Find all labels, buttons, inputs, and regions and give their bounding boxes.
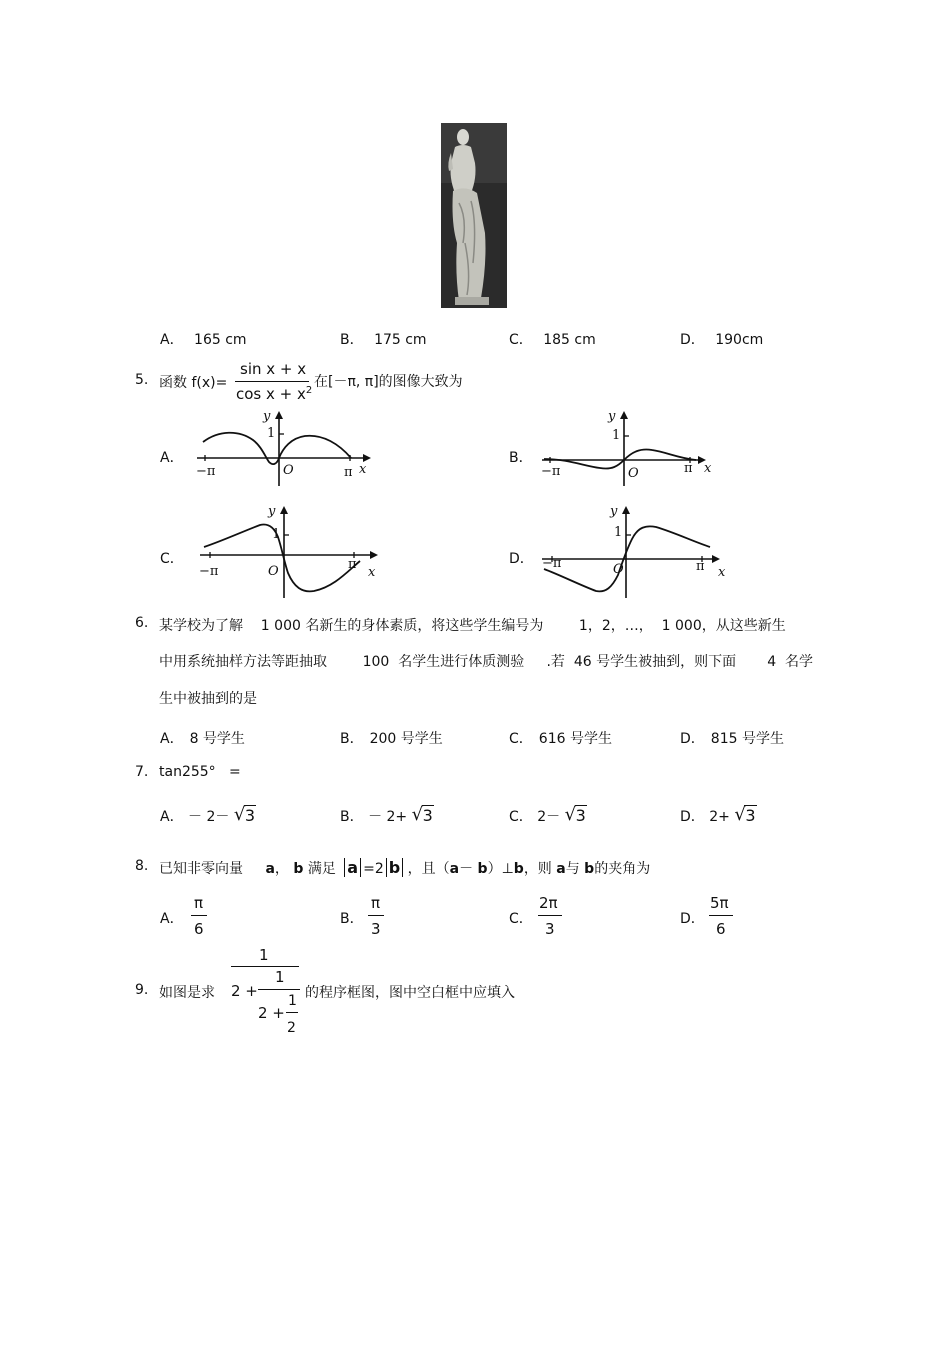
q8-option-d-key: D． [680, 911, 705, 927]
q9-inner-numerator: 1 [275, 968, 285, 986]
q5-fraction-numerator: sin x + x [240, 360, 307, 378]
q4-option-d [680, 329, 763, 349]
axis-label-x: x [718, 565, 726, 580]
q5-lead: 函数 f(x)= [159, 375, 228, 391]
with-b: b [584, 861, 595, 877]
q8-option-d-den: 6 [716, 920, 726, 938]
fraction-bar [286, 1012, 298, 1013]
fraction-bar [235, 381, 309, 382]
radicand: 3 [575, 806, 586, 825]
q5-option-c-key: C． [160, 551, 184, 567]
q8-mid: ，且（ [407, 861, 450, 877]
option-text: 200 号学生 [369, 731, 443, 747]
option-key: A． [160, 332, 184, 348]
q8-option-c-key: C． [509, 911, 533, 927]
option-text: 165 cm [194, 332, 247, 348]
q6-option-b [340, 728, 443, 748]
option-key: C． [509, 332, 533, 348]
tick-label-pi: π [696, 559, 705, 574]
sqrt-expression [734, 806, 756, 825]
option-prefix: － 2－ [188, 809, 230, 825]
q6-option-a [160, 728, 245, 748]
fraction-bar [191, 915, 207, 916]
axis-label-x: x [359, 462, 367, 477]
q9-two-plus: 2 + [231, 982, 258, 1000]
radicand: 3 [745, 806, 756, 825]
q8-option-a-num: π [194, 894, 204, 912]
q5-graph-b [540, 408, 720, 486]
option-text: 190cm [715, 332, 764, 348]
q7-number: 7. [135, 764, 149, 780]
option-text: 185 cm [543, 332, 596, 348]
q5-number: 5. [135, 372, 149, 388]
option-key: C． [509, 731, 533, 747]
abs-expression [344, 858, 407, 877]
q6-number: 6. [135, 615, 149, 631]
q8-lead: 已知非零向量 [159, 861, 243, 877]
amb-b: b [477, 861, 488, 877]
q5-graph-d [540, 503, 730, 598]
fraction-bar [538, 915, 562, 916]
perp-b: b [513, 861, 524, 877]
q5-tail: 在[－π, π]的图像大致为 [314, 374, 463, 390]
abs-a: a [344, 858, 361, 877]
option-key: B． [340, 731, 364, 747]
radicand: 3 [244, 806, 256, 825]
tick-label-1: 1 [614, 525, 623, 540]
abs-equals: =2 [363, 861, 384, 877]
q6-line-3: 生中被抽到的是 [159, 691, 257, 707]
abs-b: b [386, 858, 403, 877]
q6-option-d [680, 728, 784, 748]
q8-option-b-den: 3 [371, 920, 381, 938]
q8-option-b-key: B． [340, 911, 364, 927]
origin-label: O [613, 562, 624, 577]
q7-option-d [680, 806, 757, 826]
fraction-bar [258, 989, 300, 990]
radical-sign: √ [734, 804, 746, 825]
q9-top-numerator: 1 [259, 946, 269, 964]
fraction-bar [231, 966, 299, 967]
option-key: B． [340, 332, 364, 348]
amb-a: a [449, 861, 460, 877]
axis-label-y: y [608, 409, 616, 424]
q4-option-b [340, 329, 427, 349]
q8-stem [159, 858, 650, 878]
q5-fraction-denominator [236, 385, 312, 403]
axis-label-y: y [268, 504, 276, 519]
axis-label-y: y [610, 504, 618, 519]
tick-label-neg-pi: −π [541, 464, 561, 479]
q8-cond: 满足 [307, 861, 336, 877]
amb-minus: － [459, 861, 474, 877]
q8-option-d-num: 5π [710, 894, 729, 912]
with-text: 与 [565, 861, 580, 877]
axis-label-x: x [704, 461, 712, 476]
tick-label-1: 1 [267, 426, 276, 441]
q9-lead: 如图是求 [159, 985, 215, 1001]
q8-option-c-den: 3 [545, 920, 555, 938]
origin-label: O [628, 466, 639, 481]
q7-option-c [509, 806, 587, 826]
tick-label-pi: π [684, 461, 693, 476]
option-key: B． [340, 809, 364, 825]
radical-sign: √ [564, 804, 577, 825]
tick-label-neg-pi: −π [196, 464, 216, 479]
q8-option-a-den: 6 [194, 920, 204, 938]
option-prefix: 2－ [537, 809, 561, 825]
then-a: a [556, 861, 566, 877]
comma: ， [274, 861, 289, 877]
origin-label: O [283, 463, 294, 478]
radical-sign: √ [411, 804, 424, 825]
origin-label: O [268, 564, 279, 579]
q4-option-a [160, 329, 247, 349]
angle-text: 的夹角为 [594, 861, 651, 877]
q9-tail: 的程序框图，图中空白框中应填入 [305, 985, 515, 1001]
vector-a: a [265, 861, 275, 877]
option-key: A． [160, 731, 184, 747]
option-key: D． [680, 332, 705, 348]
then-text: ，则 [523, 861, 552, 877]
perp-text: ）⊥ [487, 861, 514, 877]
radical-sign: √ [233, 804, 246, 825]
denominator-text: cos x + x [236, 385, 306, 403]
tick-label-1: 1 [272, 527, 281, 542]
tick-label-neg-pi: −π [199, 564, 219, 579]
q9-inner-inner-denominator: 2 [287, 1020, 296, 1036]
q8-option-c-num: 2π [539, 894, 558, 912]
q6-line-1: 某学校为了解 1 000 名新生的身体素质，将这些学生编号为 1，2，…， 1 000，从这些新生 [159, 618, 786, 634]
statue-image [441, 123, 507, 308]
option-text: 175 cm [374, 332, 427, 348]
q8-number: 8. [135, 858, 149, 874]
q5-option-a-key: A． [160, 450, 184, 466]
fraction-bar [368, 915, 384, 916]
q9-inner-two-plus: 2 + [258, 1004, 285, 1022]
q5-option-d-key: D． [509, 551, 534, 567]
axis-label-x: x [368, 565, 376, 580]
denominator-exponent: 2 [305, 385, 313, 396]
option-text: 8 号学生 [189, 731, 245, 747]
option-prefix: 2+ [709, 809, 730, 825]
fraction-bar [709, 915, 733, 916]
q8-option-a-key: A． [160, 911, 184, 927]
q7-stem: tan255° = [159, 764, 241, 780]
q6-option-c [509, 728, 612, 748]
q5-option-b-key: B． [509, 450, 533, 466]
q6-line-2: 中用系统抽样方法等距抽取 100 名学生进行体质测验 .若 46 号学生被抽到，则下面 4 名学 [159, 654, 814, 670]
option-text: 815 号学生 [710, 731, 784, 747]
q7-option-b [340, 806, 434, 826]
sqrt-expression [565, 806, 587, 825]
sqrt-expression [234, 806, 256, 825]
tick-label-neg-pi: −π [542, 556, 562, 571]
q8-option-b-num: π [371, 894, 381, 912]
q9-inner-inner-numerator: 1 [288, 993, 297, 1009]
sqrt-expression [412, 806, 434, 825]
tick-label-pi: π [348, 557, 357, 572]
tick-label-1: 1 [612, 428, 621, 443]
axis-label-y: y [263, 409, 271, 424]
q5-graph-c [198, 503, 383, 598]
option-key: A． [160, 809, 184, 825]
vector-b: b [293, 861, 304, 877]
q5-graph-a [195, 408, 375, 486]
q4-option-c [509, 329, 596, 349]
radicand: 3 [422, 806, 433, 825]
q9-number: 9. [135, 982, 149, 998]
option-text: 616 号学生 [538, 731, 612, 747]
tick-label-pi: π [344, 465, 353, 480]
option-key: D． [680, 731, 705, 747]
option-key: D． [680, 809, 705, 825]
q7-option-a [160, 806, 256, 826]
option-prefix: － 2+ [368, 809, 408, 825]
option-key: C． [509, 809, 533, 825]
